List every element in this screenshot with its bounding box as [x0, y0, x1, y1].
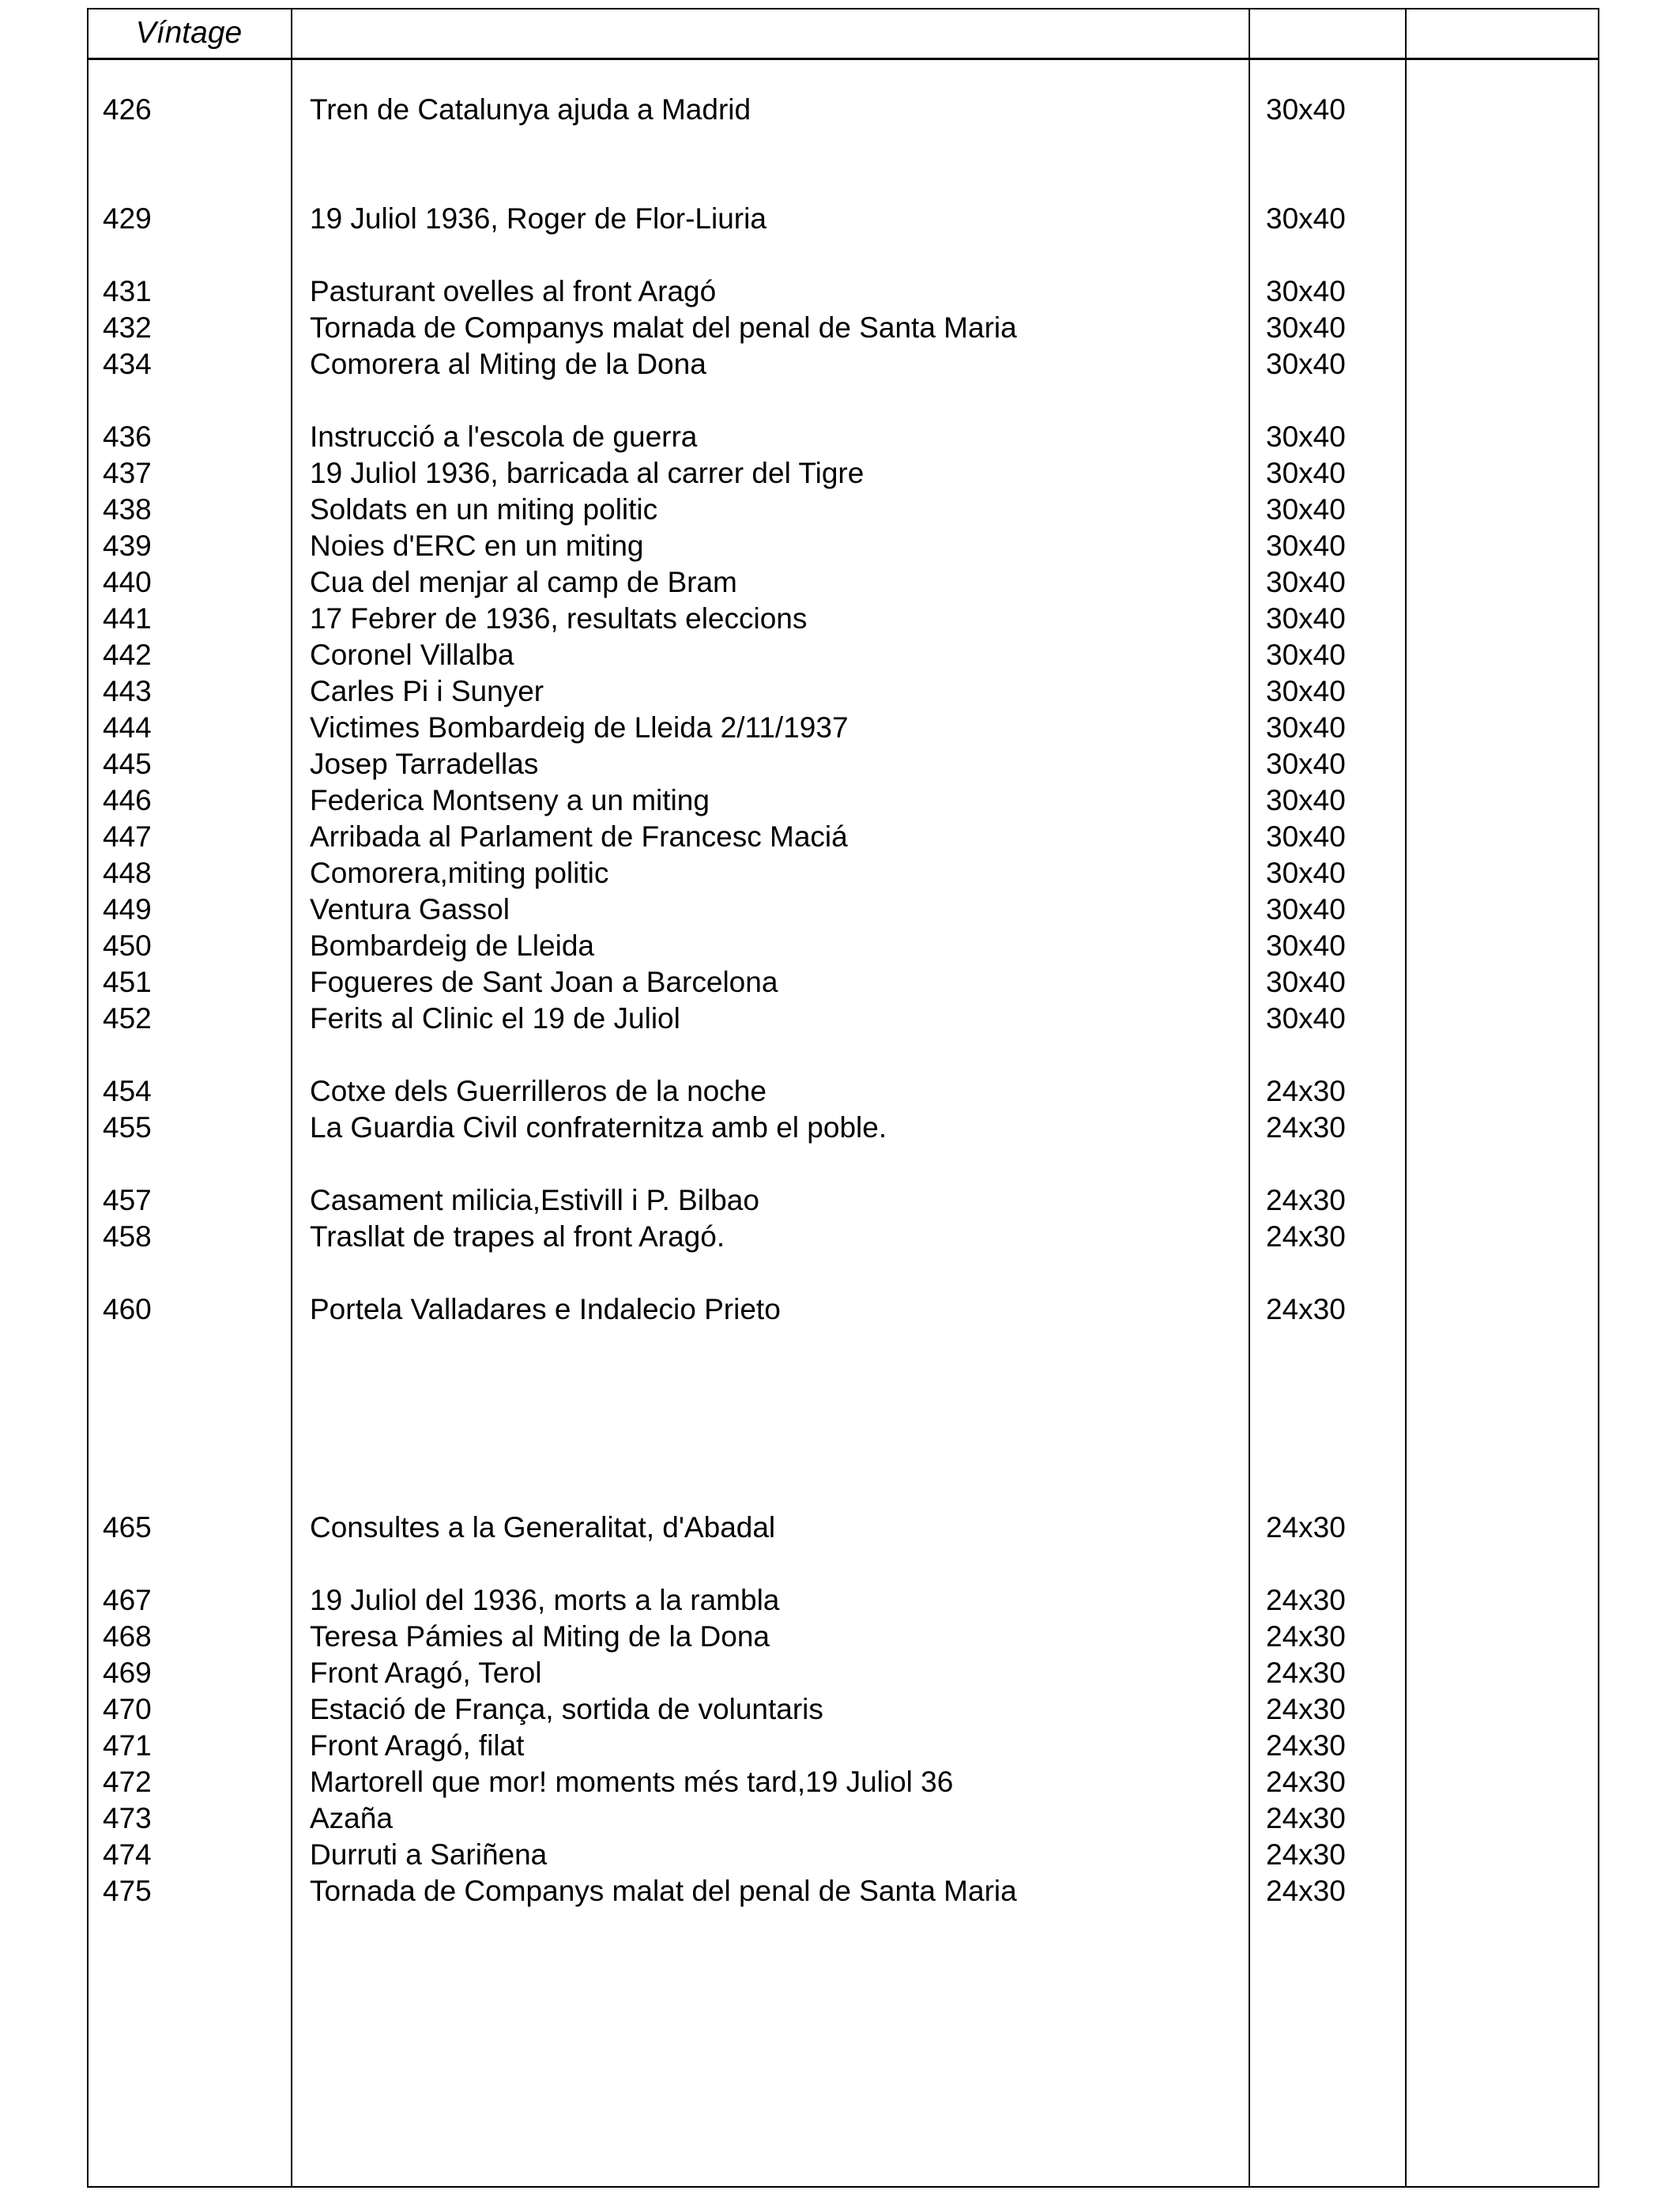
- item-number: 458: [103, 1220, 152, 1253]
- item-title: Coronel Villalba: [310, 639, 514, 671]
- item-title: Front Aragó, Terol: [310, 1657, 542, 1689]
- item-number: 452: [103, 1002, 152, 1035]
- item-title: 19 Juliol 1936, barricada al carrer del Tigre: [310, 457, 864, 489]
- item-number: 457: [103, 1184, 152, 1216]
- item-size: 24x30: [1266, 1075, 1346, 1107]
- item-title: Cotxe dels Guerrilleros de la noche: [310, 1075, 767, 1107]
- item-number: 440: [103, 566, 152, 598]
- item-size: 30x40: [1266, 929, 1346, 962]
- item-number: 439: [103, 530, 152, 562]
- item-number: 434: [103, 348, 152, 380]
- item-number: 454: [103, 1075, 152, 1107]
- item-size: 24x30: [1266, 1220, 1346, 1253]
- item-title: Comorera,miting politic: [310, 857, 609, 889]
- item-title: Martorell que mor! moments més tard,19 Juliol 36: [310, 1766, 954, 1798]
- item-number: 429: [103, 202, 152, 235]
- item-size: 24x30: [1266, 1111, 1346, 1144]
- item-number: 473: [103, 1802, 152, 1834]
- item-number: 443: [103, 675, 152, 707]
- item-title: Ferits al Clinic el 19 de Juliol: [310, 1002, 680, 1035]
- item-size: 30x40: [1266, 675, 1346, 707]
- item-size: 30x40: [1266, 202, 1346, 235]
- item-title: Consultes a la Generalitat, d'Abadal: [310, 1511, 776, 1544]
- item-number: 468: [103, 1620, 152, 1653]
- item-size: 30x40: [1266, 748, 1346, 780]
- item-number: 449: [103, 893, 152, 925]
- item-title: 19 Juliol 1936, Roger de Flor-Liuria: [310, 202, 767, 235]
- item-number: 446: [103, 784, 152, 816]
- item-title: 17 Febrer de 1936, resultats eleccions: [310, 602, 808, 635]
- item-title: Federica Montseny a un miting: [310, 784, 710, 816]
- item-number: 436: [103, 420, 152, 453]
- item-title: Tornada de Companys malat del penal de Santa Maria: [310, 311, 1017, 344]
- item-number: 455: [103, 1111, 152, 1144]
- item-title: Carles Pi i Sunyer: [310, 675, 544, 707]
- item-size: 24x30: [1266, 1729, 1346, 1762]
- item-size: 24x30: [1266, 1620, 1346, 1653]
- item-number: 474: [103, 1838, 152, 1871]
- item-size: 24x30: [1266, 1584, 1346, 1616]
- item-title: Estació de França, sortida de voluntaris: [310, 1693, 823, 1725]
- item-size: 30x40: [1266, 784, 1346, 816]
- item-number: 470: [103, 1693, 152, 1725]
- item-size: 30x40: [1266, 493, 1346, 526]
- item-title: Cua del menjar al camp de Bram: [310, 566, 737, 598]
- item-title: Noies d'ERC en un miting: [310, 530, 644, 562]
- item-title: Instrucció a l'escola de guerra: [310, 420, 698, 453]
- item-number: 448: [103, 857, 152, 889]
- item-size: 30x40: [1266, 93, 1346, 126]
- item-number: 432: [103, 311, 152, 344]
- item-title: Ventura Gassol: [310, 893, 510, 925]
- item-size: 30x40: [1266, 1002, 1346, 1035]
- item-title: Josep Tarradellas: [310, 748, 539, 780]
- item-number: 442: [103, 639, 152, 671]
- item-number: 444: [103, 711, 152, 744]
- item-number: 447: [103, 820, 152, 853]
- item-title: Tren de Catalunya ajuda a Madrid: [310, 93, 751, 126]
- item-title: Durruti a Sariñena: [310, 1838, 548, 1871]
- item-number: 467: [103, 1584, 152, 1616]
- item-title: Teresa Pámies al Miting de la Dona: [310, 1620, 770, 1653]
- item-number: 438: [103, 493, 152, 526]
- item-title: Casament milicia,Estivill i P. Bilbao: [310, 1184, 759, 1216]
- column-divider: [1405, 8, 1407, 2186]
- item-title: Fogueres de Sant Joan a Barcelona: [310, 966, 778, 998]
- item-size: 30x40: [1266, 639, 1346, 671]
- item-number: 450: [103, 929, 152, 962]
- item-number: 469: [103, 1657, 152, 1689]
- item-size: 24x30: [1266, 1293, 1346, 1325]
- item-title: Soldats en un miting politic: [310, 493, 658, 526]
- item-size: 30x40: [1266, 530, 1346, 562]
- item-size: 24x30: [1266, 1693, 1346, 1725]
- item-size: 30x40: [1266, 966, 1346, 998]
- item-size: 24x30: [1266, 1802, 1346, 1834]
- item-number: 437: [103, 457, 152, 489]
- item-number: 445: [103, 748, 152, 780]
- item-size: 24x30: [1266, 1838, 1346, 1871]
- item-size: 30x40: [1266, 820, 1346, 853]
- item-size: 30x40: [1266, 275, 1346, 307]
- item-number: 465: [103, 1511, 152, 1544]
- item-title: Azaña: [310, 1802, 393, 1834]
- column-divider: [1249, 8, 1250, 2186]
- column-divider: [291, 8, 292, 2186]
- item-size: 30x40: [1266, 348, 1346, 380]
- item-size: 30x40: [1266, 311, 1346, 344]
- item-size: 30x40: [1266, 566, 1346, 598]
- item-number: 426: [103, 93, 152, 126]
- item-title: Comorera al Miting de la Dona: [310, 348, 706, 380]
- item-title: 19 Juliol del 1936, morts a la rambla: [310, 1584, 780, 1616]
- item-size: 24x30: [1266, 1766, 1346, 1798]
- item-size: 24x30: [1266, 1511, 1346, 1544]
- item-title: Victimes Bombardeig de Lleida 2/11/1937: [310, 711, 849, 744]
- item-title: Arribada al Parlament de Francesc Maciá: [310, 820, 848, 853]
- item-title: Front Aragó, filat: [310, 1729, 525, 1762]
- item-number: 441: [103, 602, 152, 635]
- item-size: 30x40: [1266, 857, 1346, 889]
- item-number: 471: [103, 1729, 152, 1762]
- item-number: 431: [103, 275, 152, 307]
- item-size: 30x40: [1266, 711, 1346, 744]
- item-title: Bombardeig de Lleida: [310, 929, 594, 962]
- item-size: 30x40: [1266, 420, 1346, 453]
- item-size: 30x40: [1266, 893, 1346, 925]
- item-size: 30x40: [1266, 457, 1346, 489]
- item-title: Tornada de Companys malat del penal de Santa Maria: [310, 1875, 1017, 1907]
- catalog-table: [87, 8, 1598, 2186]
- item-title: La Guardia Civil confraternitza amb el poble.: [310, 1111, 887, 1144]
- header-divider: [87, 58, 1598, 60]
- item-size: 24x30: [1266, 1875, 1346, 1907]
- header-vintage-label: Víntage: [135, 16, 243, 50]
- item-number: 475: [103, 1875, 152, 1907]
- item-size: 30x40: [1266, 602, 1346, 635]
- item-title: Pasturant ovelles al front Aragó: [310, 275, 717, 307]
- item-size: 24x30: [1266, 1657, 1346, 1689]
- item-number: 451: [103, 966, 152, 998]
- item-size: 24x30: [1266, 1184, 1346, 1216]
- item-number: 472: [103, 1766, 152, 1798]
- item-number: 460: [103, 1293, 152, 1325]
- item-title: Portela Valladares e Indalecio Prieto: [310, 1293, 781, 1325]
- item-title: Trasllat de trapes al front Aragó.: [310, 1220, 725, 1253]
